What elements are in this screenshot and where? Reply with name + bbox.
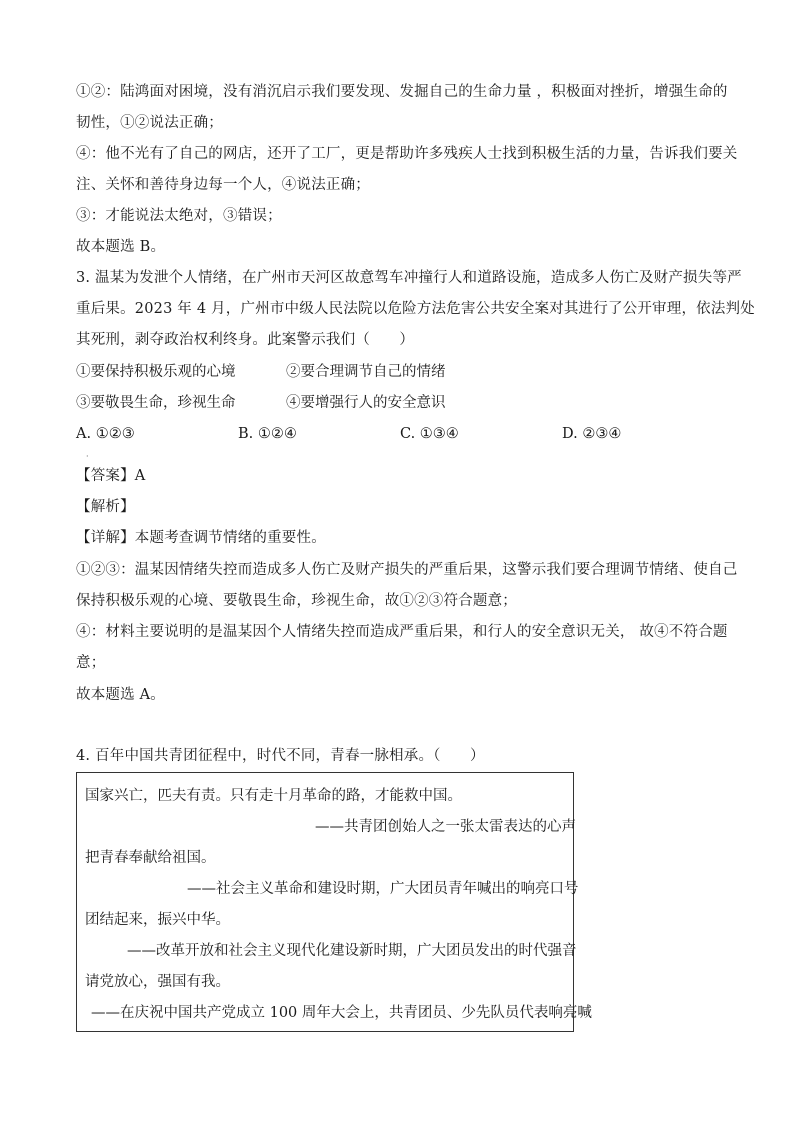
answer-label: 【答案】A xyxy=(76,468,146,484)
quote-1: 国家兴亡，匹夫有责。只有走十月革命的路，才能救中国。 xyxy=(85,788,462,804)
option-c: C. ①③④ xyxy=(400,426,459,442)
analysis-label: 【解析】 xyxy=(76,499,135,515)
prev-conclusion: 故本题选 B。 xyxy=(76,239,166,255)
prev-explanation-line-3: ④：他不光有了自己的网店，还开了工厂，更是帮助许多残疾人士找到积极生活的力量，告诉我们要关 xyxy=(76,146,738,162)
quote-4: 请党放心，强国有我。 xyxy=(85,974,230,990)
explanation-line-3: ④：材料主要说明的是温某因个人情绪失控而造成严重后果，和行人的安全意识无关， 故④不符合题 xyxy=(76,624,728,640)
statement-3: ③要敬畏生命，珍视生命 xyxy=(76,395,236,411)
prev-explanation-line-5: ③：才能说法太绝对，③错误； xyxy=(76,208,282,224)
option-d: D. ②③④ xyxy=(562,426,622,442)
question-3-stem-line-3: 其死刑，剥夺政治权利终身。此案警示我们（ ） xyxy=(76,332,415,348)
detail-label: 【详解】本题考查调节情绪的重要性。 xyxy=(76,530,326,546)
quote-2: 把青春奉献给祖国。 xyxy=(85,850,216,866)
prev-explanation-line-1: ①②：陆鸿面对困境，没有消沉启示我们要发现、发掘自己的生命力量 ，积极面对挫折，增强生命的 xyxy=(76,84,728,100)
explanation-line-2: 保持积极乐观的心境、要敬畏生命，珍视生命，故①②③符合题意； xyxy=(76,593,517,609)
quote-2-source: ——社会主义革命和建设时期，广大团员青年喊出的响亮口号 xyxy=(187,881,579,897)
quote-box xyxy=(76,772,592,1032)
option-b: B. ①②④ xyxy=(238,426,297,442)
explanation-line-4: 意； xyxy=(76,655,106,671)
prev-explanation-line-4: 注、关怀和善待身边每一个人，④说法正确； xyxy=(76,177,370,193)
explanation-line-1: ①②③：温某因情绪失控而造成多人伤亡及财产损失的严重后果，这警示我们要合理调节情绪、使自己 xyxy=(76,562,738,578)
question-3-stem-line-1: 3. 温某为发泄个人情绪，在广州市天河区故意驾车冲撞行人和道路设施，造成多人伤亡及财产损失等严 xyxy=(76,270,742,286)
quote-3: 团结起来，振兴中华。 xyxy=(85,912,230,928)
quote-3-source: ——改革开放和社会主义现代化建设新时期，广大团员发出的时代强音 xyxy=(127,943,577,959)
conclusion: 故本题选 A。 xyxy=(76,687,165,703)
stray-dot: · xyxy=(86,452,89,461)
statement-1: ①要保持积极乐观的心境 xyxy=(76,364,236,380)
quote-1-source: ——共青团创始人之一张太雷表达的心声 xyxy=(315,819,576,835)
statement-2: ②要合理调节自己的情绪 xyxy=(286,364,446,380)
option-a: A. ①②③ xyxy=(76,426,135,442)
statement-4: ④要增强行人的安全意识 xyxy=(286,395,446,411)
question-3-stem-line-2: 重后果。2023 年 4 月，广州市中级人民法院以危险方法危害公共安全案对其进行了公开审理，依法判处 xyxy=(76,301,755,317)
prev-explanation-line-2: 韧性，①②说法正确； xyxy=(76,115,223,131)
question-4-stem: 4. 百年中国共青团征程中，时代不同，青春一脉相承。（ ） xyxy=(76,748,485,764)
quote-4-source: ——在庆祝中国共产党成立 100 周年大会上，共青团员、少先队员代表响亮喊 xyxy=(91,1005,592,1021)
